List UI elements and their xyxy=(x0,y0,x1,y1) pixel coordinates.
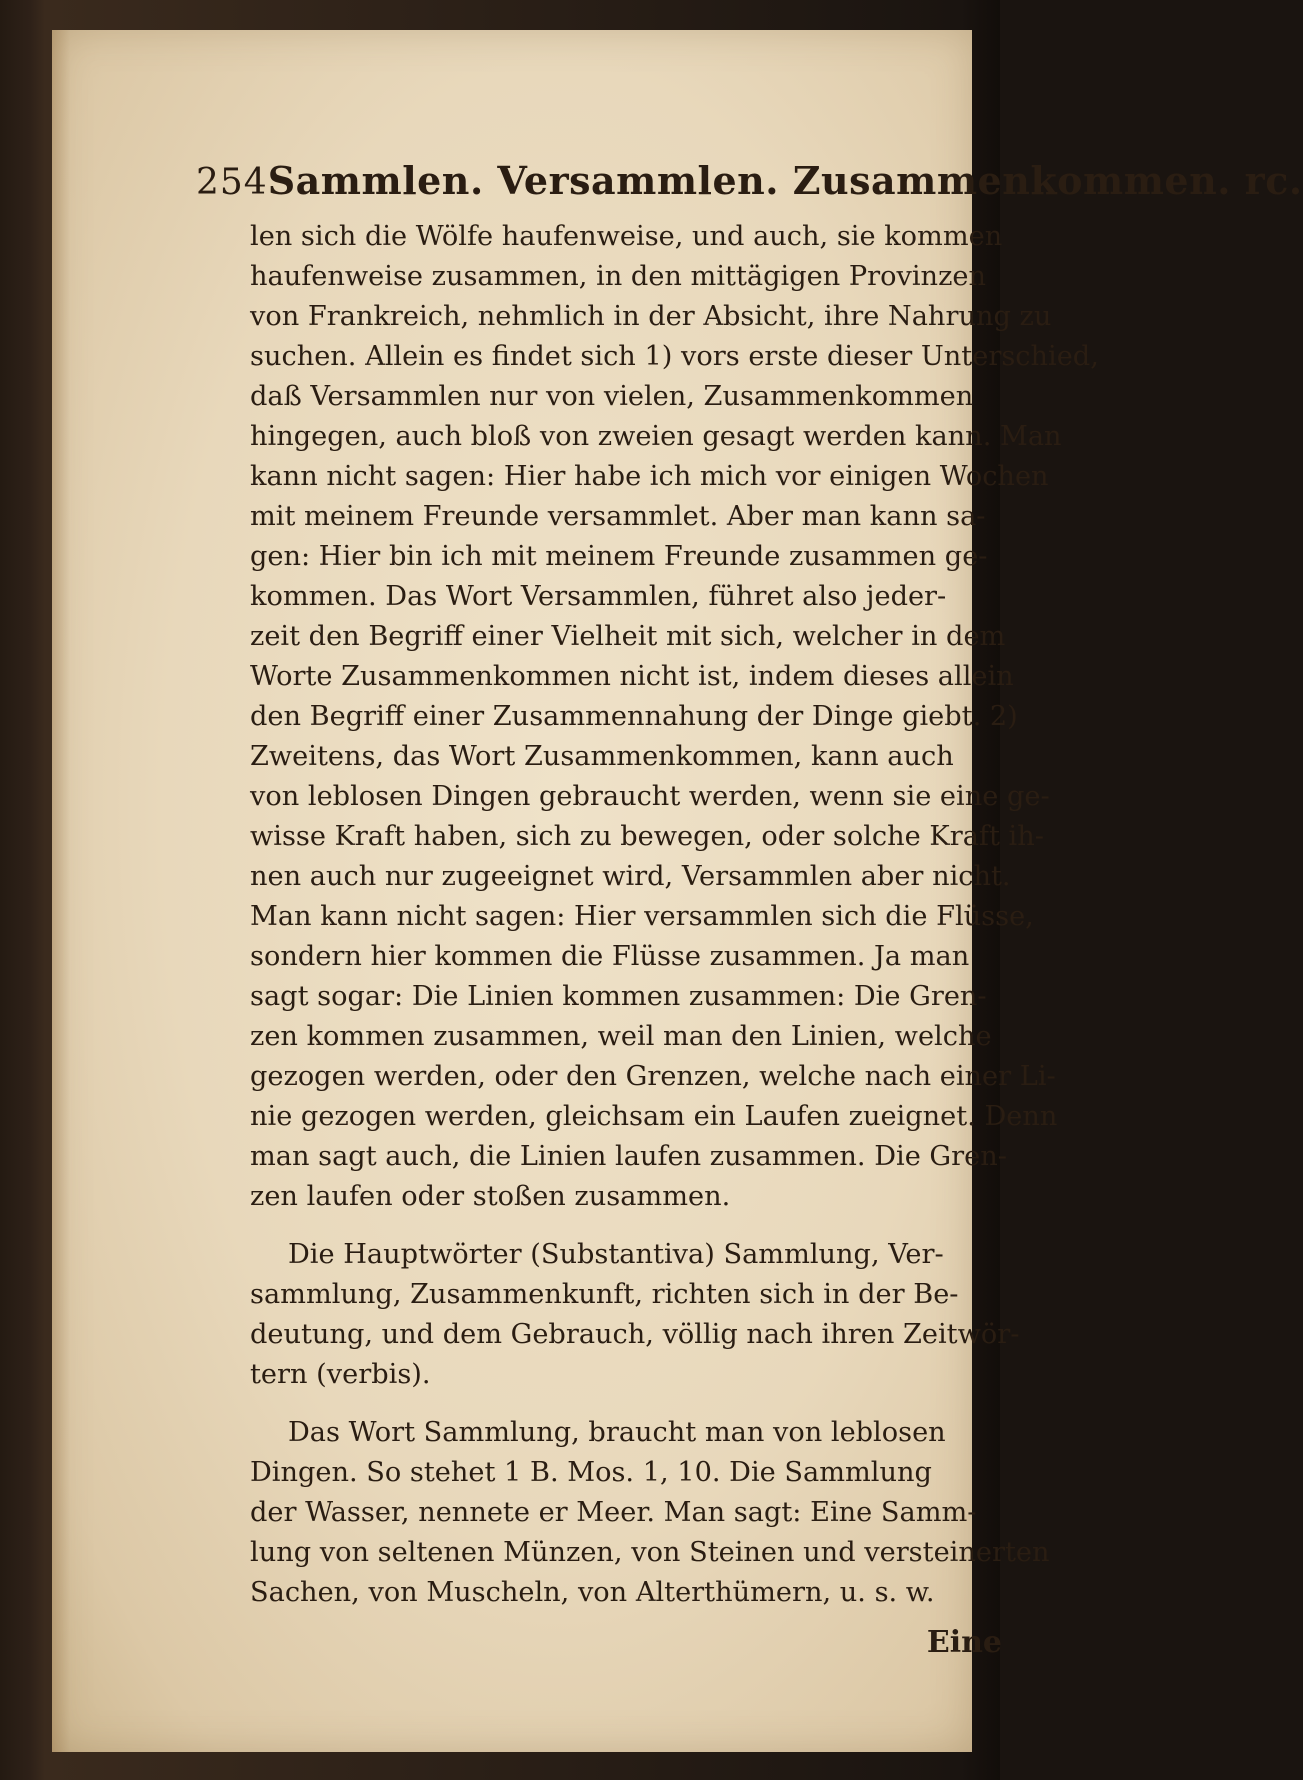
catchword-row xyxy=(250,1625,1002,1660)
book-page xyxy=(52,30,1303,1752)
text-line: sammlung, Zusammenkunft, richten sich in der Be- xyxy=(250,1279,959,1310)
text-line: Sachen, von Muscheln, von Alterthümern, u. s. w. xyxy=(250,1577,935,1608)
text-line: wisse Kraft haben, sich zu bewegen, oder solche Kraft ih- xyxy=(250,821,1044,852)
text-line: len sich die Wölfe haufenweise, und auch, sie kommen xyxy=(250,221,1003,252)
text-line: von leblosen Dingen gebraucht werden, wenn sie eine ge- xyxy=(250,781,1050,812)
text-line: von Frankreich, nehmlich in der Absicht, ihre Nahrung zu xyxy=(250,301,1052,332)
text-line: suchen. Allein es findet sich 1) vors erste dieser Unterschied, xyxy=(250,341,1099,372)
paragraph-3 xyxy=(250,1413,1050,1613)
text-line: kommen. Das Wort Versammlen, führet also jeder- xyxy=(250,581,947,612)
text-line: Die Hauptwörter (Substantiva) Sammlung, Ver- xyxy=(288,1239,944,1270)
text-line: sagt sogar: Die Linien kommen zusammen: Die Gren- xyxy=(250,981,987,1012)
text-line: zen laufen oder stoßen zusammen. xyxy=(250,1181,731,1212)
text-line: Man kann nicht sagen: Hier versammlen sich die Flüsse, xyxy=(250,901,1034,932)
text-line: Zweitens, das Wort Zusammenkommen, kann auch xyxy=(250,741,954,772)
paragraph-1 xyxy=(250,217,1099,1217)
paragraph-2 xyxy=(250,1235,1020,1395)
text-line: nen auch nur zugeeignet wird, Versammlen aber nicht. xyxy=(250,861,1011,892)
text-line: hingegen, auch bloß von zweien gesagt werden kann. Man xyxy=(250,421,1062,452)
text-line: gen: Hier bin ich mit meinem Freunde zusammen ge- xyxy=(250,541,988,572)
running-head: Sammlen. Versammlen. Zusammenkommen. rc. xyxy=(267,158,1303,203)
text-line: mit meinem Freunde versammlet. Aber man kann sa- xyxy=(250,501,986,532)
text-line: gezogen werden, oder den Grenzen, welche nach einer Li- xyxy=(250,1061,1056,1092)
text-line: Worte Zusammenkommen nicht ist, indem dieses allein xyxy=(250,661,1014,692)
text-line: sondern hier kommen die Flüsse zusammen. Ja man xyxy=(250,941,970,972)
text-line: man sagt auch, die Linien laufen zusammen. Die Gren- xyxy=(250,1141,1007,1172)
text-line: zeit den Begriff einer Vielheit mit sich, welcher in dem xyxy=(250,621,1006,652)
text-line: haufenweise zusammen, in den mittägigen Provinzen xyxy=(250,261,986,292)
page-content xyxy=(196,158,1303,1660)
text-line: den Begriff einer Zusammennahung der Dinge giebt. 2) xyxy=(250,701,1018,732)
text-line: kann nicht sagen: Hier habe ich mich vor einigen Wochen xyxy=(250,461,1049,492)
page-number: 254 xyxy=(196,162,268,203)
text-line: nie gezogen werden, gleichsam ein Laufen zueignet. Denn xyxy=(250,1101,1058,1132)
catchword: Eine xyxy=(926,1625,1002,1660)
text-line: daß Versammlen nur von vielen, Zusammenkommen xyxy=(250,381,974,412)
page-header xyxy=(196,158,1303,203)
text-line: Dingen. So stehet 1 B. Mos. 1, 10. Die Sammlung xyxy=(250,1457,932,1488)
text-line: deutung, und dem Gebrauch, völlig nach ihren Zeitwör- xyxy=(250,1319,1020,1350)
text-line: tern (verbis). xyxy=(250,1359,431,1390)
text-line: lung von seltenen Münzen, von Steinen und versteinerten xyxy=(250,1537,1050,1568)
text-line: Das Wort Sammlung, braucht man von leblosen xyxy=(288,1417,946,1448)
page-gutter-shadow xyxy=(52,30,70,1752)
text-line: zen kommen zusammen, weil man den Linien, welche xyxy=(250,1021,992,1052)
text-line: der Wasser, nennete er Meer. Man sagt: Eine Samm- xyxy=(250,1497,977,1528)
